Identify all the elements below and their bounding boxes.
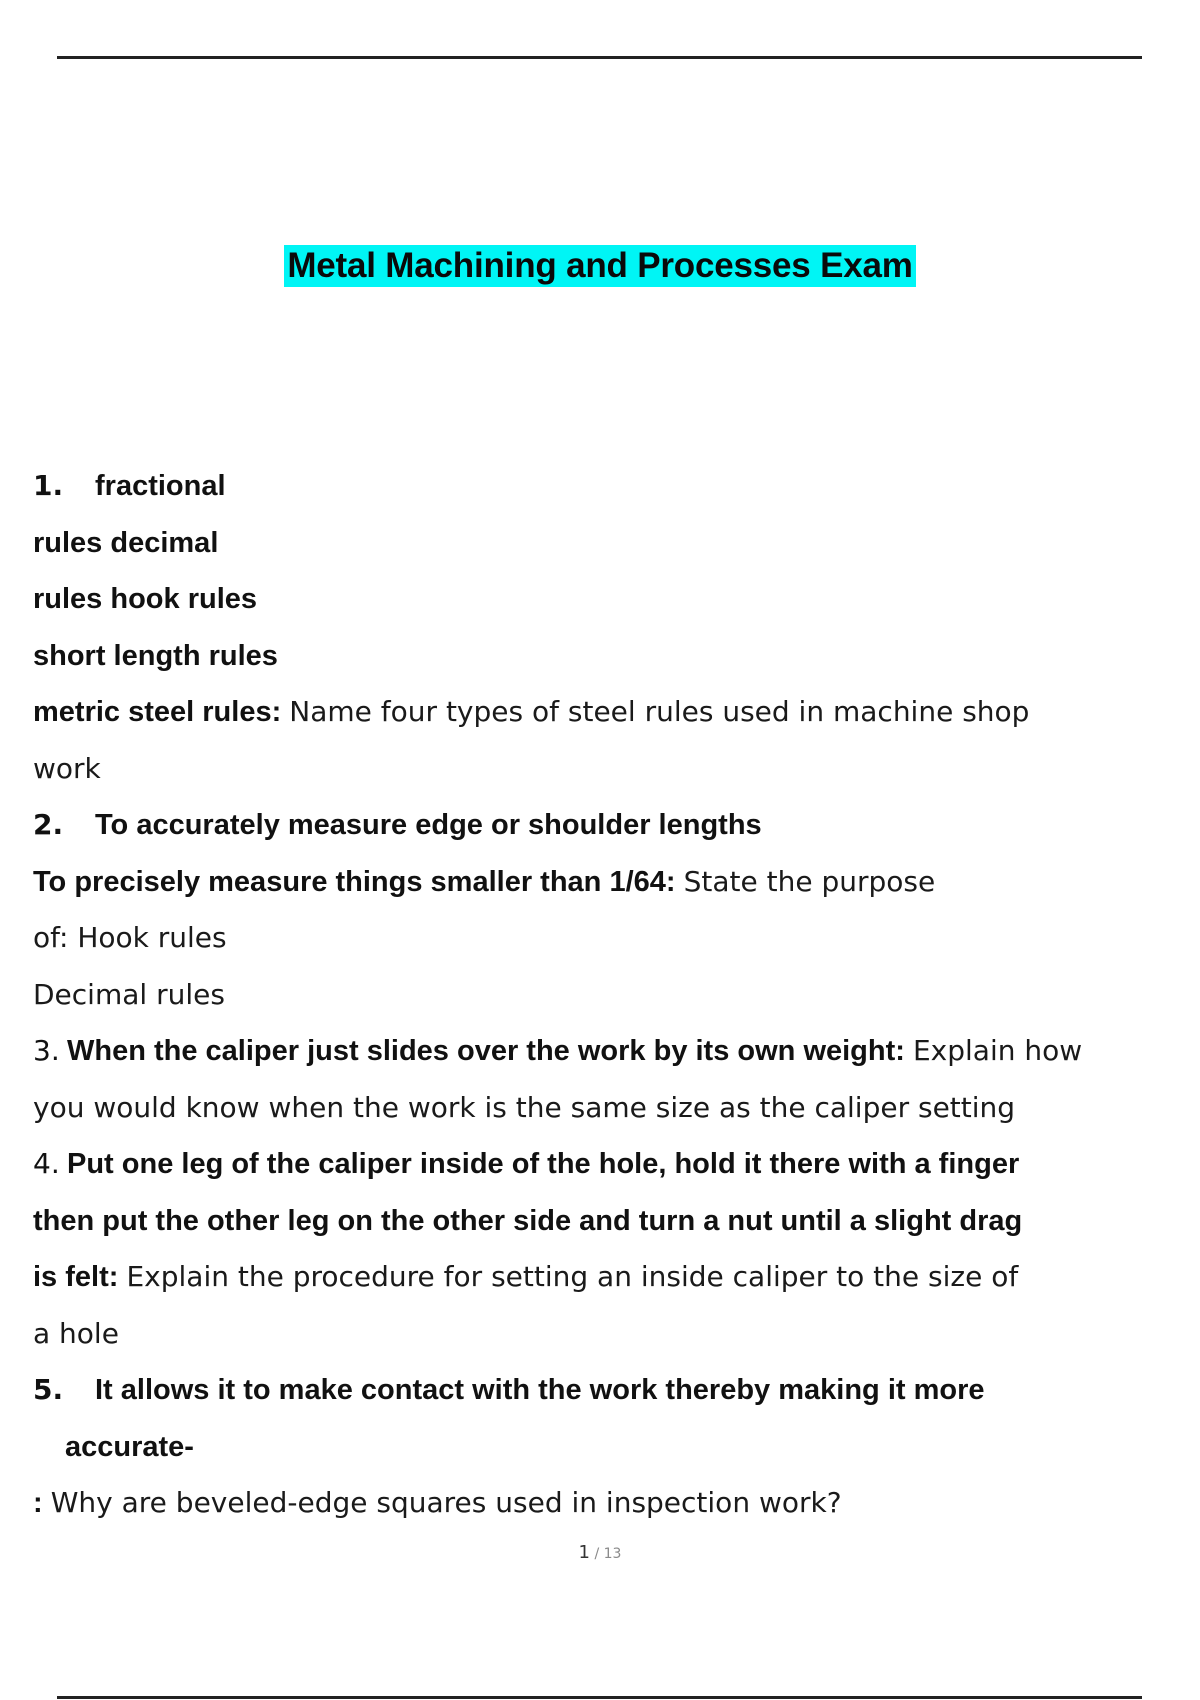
question-line: [33, 1306, 1200, 1363]
answer-text: :: [33, 1487, 51, 1519]
question-number: 5.: [33, 1373, 64, 1406]
answer-line: [33, 1193, 1200, 1250]
question-number: 1.: [33, 469, 64, 502]
question-3-line: [33, 1023, 1200, 1080]
answer-question-line: [33, 1475, 1200, 1532]
question-number: 3.: [33, 1034, 60, 1067]
title-container: [0, 245, 1200, 287]
answer-text: accurate-: [65, 1430, 194, 1463]
question-list: [33, 458, 1200, 1532]
question-text: of: Hook rules: [33, 921, 227, 954]
question-line: [33, 967, 1200, 1024]
question-line: [33, 1080, 1200, 1137]
question-text: Explain the procedure for setting an inside caliper to the size of: [126, 1260, 1019, 1293]
answer-text: Put one leg of the caliper inside of the hole, hold it there with a finger: [67, 1148, 1020, 1180]
question-text: a hole: [33, 1316, 119, 1350]
answer-line: [33, 571, 1200, 628]
answer-text: To accurately measure edge or shoulder lengths: [95, 809, 762, 841]
question-text: work: [33, 751, 101, 785]
question-text: Why are beveled-edge squares used in inspection work?: [50, 1486, 842, 1519]
question-2-line: [33, 797, 1200, 854]
question-text: State the purpose: [683, 864, 936, 898]
question-line: [33, 910, 1200, 967]
question-text: Explain how: [912, 1034, 1083, 1067]
answer-line: [33, 515, 1200, 572]
answer-text: It allows it to make contact with the work thereby making it more: [95, 1374, 985, 1406]
document-title: Metal Machining and Processes Exam: [284, 245, 915, 287]
answer-text: metric steel rules:: [33, 696, 290, 728]
question-5-line: [33, 1362, 1200, 1419]
answer-question-line: [33, 1249, 1200, 1306]
answer-question-line: [33, 684, 1200, 741]
question-1-line: [33, 458, 1200, 515]
page-indicator: [0, 1542, 1200, 1563]
answer-line: [33, 1419, 1200, 1476]
answer-question-line: [33, 854, 1200, 911]
answer-text: rules hook rules: [33, 583, 258, 615]
answer-text: is felt:: [33, 1261, 127, 1293]
current-page-number: 1: [578, 1542, 590, 1563]
answer-text: fractional: [95, 470, 226, 502]
answer-text: When the caliper just slides over the work by its own weight:: [67, 1035, 913, 1067]
question-text: Name four types of steel rules used in machine shop: [289, 695, 1030, 728]
answer-text: rules decimal: [33, 526, 219, 559]
question-text: Decimal rules: [33, 977, 225, 1011]
header-rule: [57, 56, 1142, 59]
answer-text: To precisely measure things smaller than 1/64:: [33, 865, 684, 898]
answer-text: short length rules: [33, 639, 278, 672]
answer-text: then put the other leg on the other side and turn a nut until a slight drag: [33, 1204, 1023, 1237]
question-number: 2.: [33, 808, 64, 841]
total-pages: / 13: [590, 1546, 622, 1562]
question-line: [33, 741, 1200, 798]
question-number: 4.: [33, 1147, 60, 1180]
footer-rule: [57, 1696, 1142, 1699]
question-4-line: [33, 1136, 1200, 1193]
question-text: you would know when the work is the same size as the caliper setting: [33, 1090, 1016, 1124]
answer-line: [33, 628, 1200, 685]
